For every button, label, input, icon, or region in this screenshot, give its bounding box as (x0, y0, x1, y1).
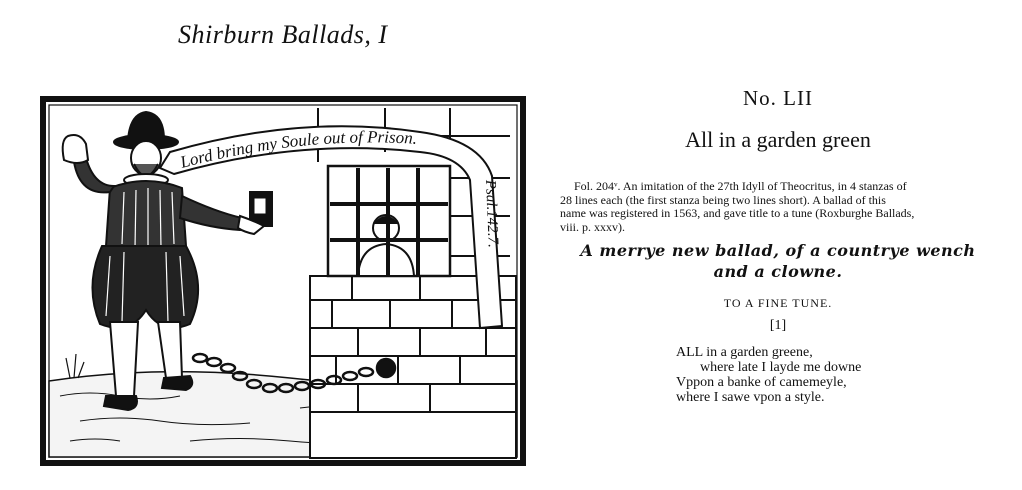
ballad-number: No. LII (743, 86, 813, 110)
stanza-number: [1] (769, 318, 787, 333)
verse (676, 345, 861, 405)
tune-direction: TO A FINE TUNE. (723, 296, 833, 310)
note-line: name was registered in 1563, and gave title to a tune (Roxburghe Ballads, (560, 206, 915, 220)
editorial-note (560, 180, 996, 234)
running-head: Shirburn Ballads, I (178, 20, 388, 49)
woodcut-illustration (40, 96, 526, 466)
note-line: 28 lines each (the first stanza being two lines short). A ballad of this (560, 192, 886, 207)
banner-text: Lord bring my Soule out of Prison. (178, 127, 418, 172)
ballad-title: All in a garden green (685, 127, 871, 152)
blackletter-title-line-1: A merrye new ballad, of a countrye wench (580, 241, 976, 260)
note-line: viii. p. xxxv). (560, 219, 625, 234)
verse-line: where late I layde me downe (700, 360, 862, 375)
verse-line: where I sawe vpon a style. (676, 390, 825, 405)
verse-line: Vppon a banke of camemeyle, (676, 375, 847, 390)
verse-line: ALL in a garden greene, (676, 345, 813, 360)
blackletter-title-line-2: and a clowne. (713, 262, 843, 281)
note-line: Fol. 204ᵛ. An imitation of the 27th Idyll of Theocritus, in 4 stanzas of (574, 179, 907, 193)
banner-reference: Psal.142.7. (482, 179, 501, 249)
